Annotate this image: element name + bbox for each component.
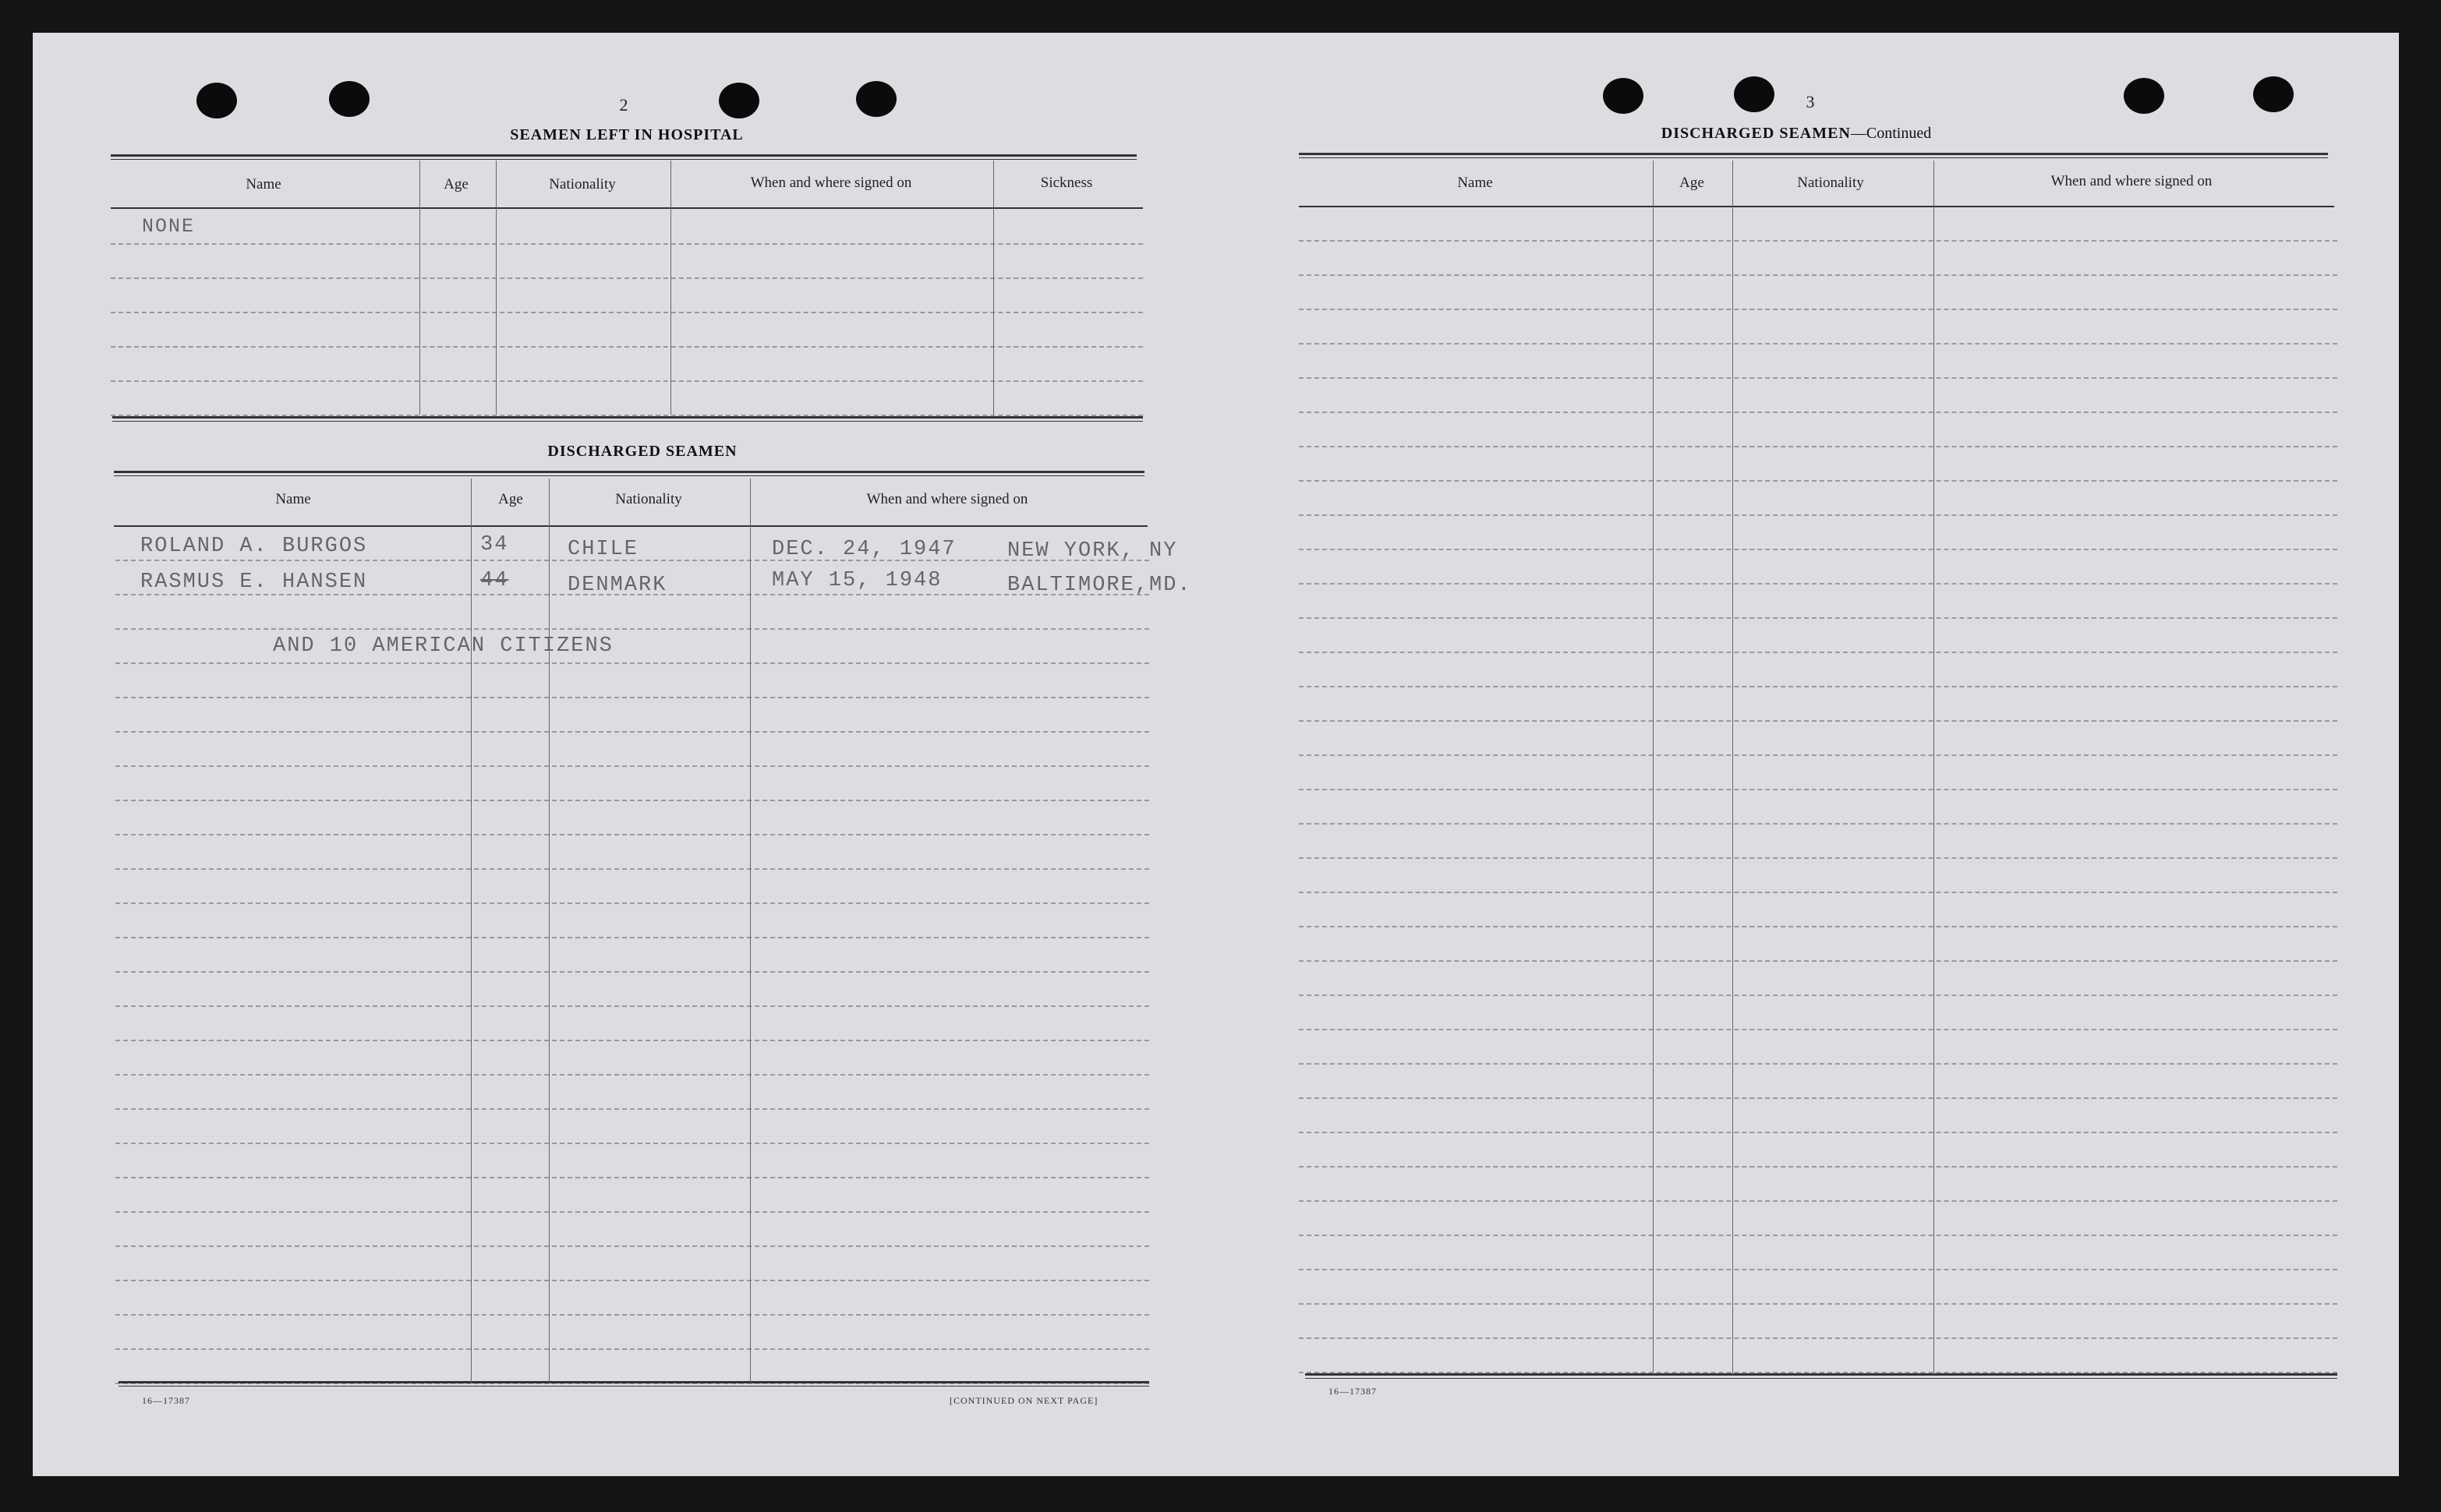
row-rule [115,1108,1149,1110]
seaman-1-date: DEC. 24, 1947 [772,538,957,561]
row-rule [111,346,1143,348]
row-rule [1299,754,2337,756]
row-rule [115,628,1149,630]
seaman-2-place: BALTIMORE,MD. [1007,574,1192,597]
american-citizens-note: AND 10 AMERICAN CITIZENS [273,634,614,658]
column-divider [1732,161,1733,1375]
punch-hole [719,83,759,118]
seaman-2-nationality: DENMARK [568,574,667,597]
row-rule [1299,1097,2337,1099]
row-rule [1299,240,2337,242]
row-rule [1299,652,2337,653]
ledger-sheet [33,33,2399,1476]
discharged-section-title: DISCHARGED SEAMEN [547,443,738,460]
row-rule [115,903,1149,904]
row-rule [115,1040,1149,1041]
hospital-header-nationality: Nationality [549,176,616,193]
row-rule [1299,926,2337,927]
hospital-entry-none: NONE [142,215,196,238]
right-top-rule [1299,153,2328,158]
row-rule [1299,583,2337,585]
row-rule [1299,1166,2337,1168]
right-header-nationality: Nationality [1797,175,1864,191]
punch-hole [2253,76,2294,112]
column-divider [750,479,751,1383]
row-rule [1299,549,2337,550]
continued-title-suffix: —Continued [1850,125,1932,142]
column-divider [496,161,497,415]
row-rule [1299,789,2337,790]
row-rule [1299,617,2337,619]
row-rule [1299,823,2337,825]
row-rule [1299,1303,2337,1305]
row-rule [115,1314,1149,1316]
row-rule [1299,1132,2337,1133]
row-rule [115,1348,1149,1350]
row-rule [115,1280,1149,1281]
row-rule [115,1074,1149,1076]
right-header-name: Name [1457,175,1493,191]
continued-note: [CONTINUED ON NEXT PAGE] [950,1395,1098,1406]
row-rule [115,662,1149,664]
discharged-header-rule [114,525,1148,527]
page-number-left: 2 [619,95,628,115]
seaman-2-name: RASMUS E. HANSEN [140,571,368,594]
row-rule [1299,857,2337,859]
row-rule [1299,343,2337,344]
right-bottom-rule [1305,1373,2337,1379]
discharged-header-age: Age [498,491,523,507]
hospital-top-rule [111,154,1137,160]
discharged-top-rule [114,471,1144,476]
punch-hole [1734,76,1774,112]
hospital-section-title: SEAMEN LEFT IN HOSPITAL [510,126,744,143]
row-rule [115,971,1149,973]
column-divider [419,161,420,415]
hospital-bottom-rule [112,416,1143,422]
row-rule [1299,309,2337,310]
row-rule [1299,1269,2337,1270]
seaman-1-place: NEW YORK, NY [1007,539,1178,563]
column-divider [1653,161,1654,1375]
seaman-2-date: MAY 15, 1948 [772,569,943,592]
row-rule [115,697,1149,698]
row-rule [115,1143,1149,1144]
row-rule [1299,994,2337,996]
right-header-signed-on: When and where signed on [2050,173,2213,189]
continued-section-title [1661,125,1932,143]
row-rule [115,800,1149,801]
row-rule [1299,686,2337,687]
discharged-bottom-rule [119,1381,1149,1387]
row-rule [1299,514,2337,516]
hospital-header-signed-on: When and where signed on [750,175,912,191]
column-divider [670,161,671,415]
punch-hole [196,83,237,118]
row-rule [1299,960,2337,962]
form-number-left: 16—17387 [142,1395,190,1406]
row-rule [1299,1337,2337,1339]
column-divider [471,479,472,1383]
punch-hole [1603,78,1643,114]
column-divider [549,479,550,1383]
row-rule [1299,274,2337,276]
seaman-1-name: ROLAND A. BURGOS [140,535,368,558]
discharged-header-name: Name [275,491,311,507]
row-rule [1299,1235,2337,1236]
row-rule [115,834,1149,835]
row-rule [111,312,1143,313]
row-rule [1299,412,2337,413]
right-header-rule [1299,206,2334,207]
row-rule [1299,892,2337,893]
row-rule [1299,1029,2337,1030]
discharged-header-signed-on: When and where signed on [866,491,1028,507]
seaman-1-nationality: CHILE [568,538,639,561]
row-rule [1299,377,2337,379]
form-number-right: 16—17387 [1328,1386,1377,1397]
hospital-header-name: Name [246,176,281,193]
row-rule [115,1211,1149,1213]
seaman-2-age: 44 [480,569,509,592]
row-rule [1299,1063,2337,1065]
row-rule [115,1177,1149,1178]
row-rule [115,765,1149,767]
row-rule [111,380,1143,382]
punch-hole [2124,78,2164,114]
page-number-right: 3 [1806,92,1815,111]
row-rule [1299,480,2337,482]
column-divider [993,161,994,415]
right-header-age: Age [1679,175,1704,191]
punch-hole [856,81,897,117]
continued-title-main: DISCHARGED SEAMEN [1661,125,1851,142]
row-rule [115,731,1149,733]
row-rule [1299,446,2337,447]
row-rule [115,1005,1149,1007]
row-rule [1299,1200,2337,1202]
seaman-1-age: 34 [480,533,509,556]
hospital-header-sickness: Sickness [1040,175,1093,191]
column-divider [1933,161,1934,1375]
discharged-header-nationality: Nationality [615,491,682,507]
row-rule [115,868,1149,870]
hospital-header-rule [111,207,1143,209]
row-rule [1299,720,2337,722]
row-rule [111,243,1143,245]
row-rule [111,277,1143,279]
row-rule [115,1245,1149,1247]
row-rule [115,937,1149,938]
punch-hole [329,81,370,117]
hospital-header-age: Age [444,176,469,193]
